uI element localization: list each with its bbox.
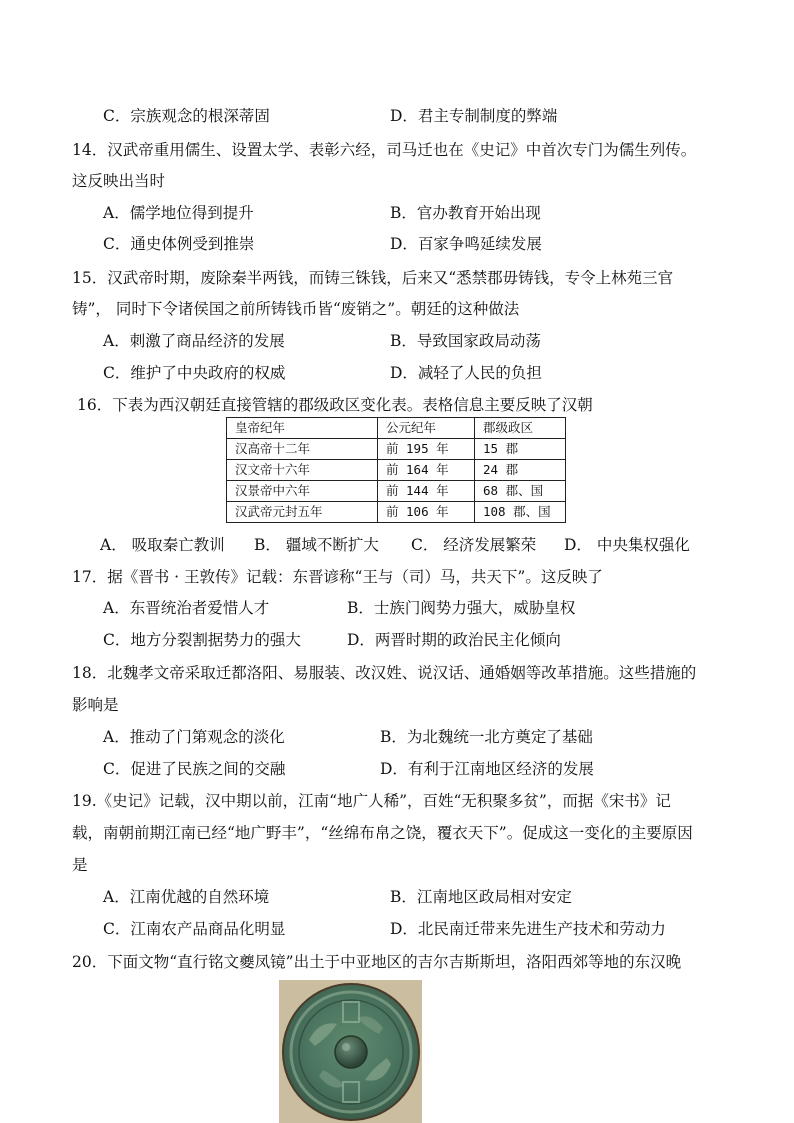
- q19-option-c: C．江南农产品商品化明显: [103, 920, 286, 938]
- q16-data-table: [226, 417, 566, 523]
- q19-option-b: B．江南地区政局相对安定: [390, 888, 572, 906]
- q13-option-d: D．君主专制制度的弊端: [390, 107, 558, 125]
- q17-option-c: C．地方分裂割据势力的强大: [103, 631, 301, 649]
- table-cell: 15 郡: [475, 439, 566, 460]
- table-cell: 汉武帝元封五年: [227, 502, 378, 523]
- q18-option-a: A．推动了门第观念的淡化: [103, 728, 285, 746]
- q17-stem-line1: 17．据《晋书 · 王敦传》记载：东晋谚称“王与（司）马，共天下”。这反映了: [72, 568, 603, 586]
- q17-option-d: D．两晋时期的政治民主化倾向: [347, 631, 561, 649]
- q18-option-d: D．有利于江南地区经济的发展: [380, 760, 594, 778]
- q18-option-b: B．为北魏统一北方奠定了基础: [380, 728, 593, 746]
- table-cell: 汉景帝中六年: [227, 481, 378, 502]
- q16-option-d: D． 中央集权强化: [564, 536, 690, 554]
- q18-stem-line1: 18．北魏孝文帝采取迁都洛阳、易服装、改汉姓、说汉话、通婚姻等改革措施。这些措施的: [72, 664, 697, 682]
- table-header-cell: 公元纪年: [378, 418, 475, 439]
- table-row: [227, 460, 566, 481]
- q15-option-d: D．减轻了人民的负担: [390, 364, 542, 382]
- q17-option-a: A．东晋统治者爱惜人才: [103, 599, 270, 617]
- table-row: [227, 502, 566, 523]
- q19-stem-line2: 载，南朝前期江南已经“地广野丰”，“丝绵布帛之饶，覆衣天下”。促成这一变化的主要原因: [72, 824, 693, 842]
- table-cell: 前 164 年: [378, 460, 475, 481]
- table-cell: 前 144 年: [378, 481, 475, 502]
- q15-stem-line1: 15．汉武帝时期，废除秦半两钱，而铸三铢钱，后来又“悉禁郡毋铸钱，专令上林苑三官: [72, 269, 674, 287]
- q19-stem-line3: 是: [72, 856, 88, 874]
- bronze-mirror-illustration: [279, 980, 422, 1123]
- q14-option-d: D．百家争鸣延续发展: [390, 235, 542, 253]
- q19-stem-line1: 19.《史记》记载，汉中期以前，江南“地广人稀”，百姓“无积聚多贫”，而据《宋书》记: [72, 792, 671, 810]
- q16-option-b: B． 疆域不断扩大: [254, 536, 379, 554]
- q14-stem-line1: 14．汉武帝重用儒生、设置太学、表彰六经，司马迁也在《史记》中首次专门为儒生列传。: [72, 141, 697, 159]
- q14-option-b: B．官办教育开始出现: [390, 204, 541, 222]
- table-header-cell: 郡级政区: [475, 418, 566, 439]
- q19-option-a: A．江南优越的自然环境: [103, 888, 270, 906]
- table-row: [227, 481, 566, 502]
- table-row: [227, 439, 566, 460]
- q14-option-c: C．通史体例受到推崇: [103, 235, 255, 253]
- table-cell: 前 106 年: [378, 502, 475, 523]
- table-cell: 汉高帝十二年: [227, 439, 378, 460]
- q18-option-c: C．促进了民族之间的交融: [103, 760, 286, 778]
- q19-option-d: D．北民南迁带来先进生产技术和劳动力: [390, 920, 666, 938]
- bronze-mirror-photo: [279, 980, 422, 1123]
- q15-stem-line2: 铸”， 同时下令诸侯国之前所铸钱币皆“废销之”。朝廷的这种做法: [72, 300, 520, 318]
- q15-option-c: C．维护了中央政府的权威: [103, 364, 286, 382]
- q16-option-a: A． 吸取秦亡教训: [100, 536, 225, 554]
- q15-option-a: A．刺激了商品经济的发展: [103, 332, 285, 350]
- table-header-row: [227, 418, 566, 439]
- q17-option-b: B．士族门阀势力强大，威胁皇权: [347, 599, 576, 617]
- table-cell: 68 郡、国: [475, 481, 566, 502]
- table-header-cell: 皇帝纪年: [227, 418, 378, 439]
- table-cell: 前 195 年: [378, 439, 475, 460]
- table-cell: 24 郡: [475, 460, 566, 481]
- q13-option-c: C．宗族观念的根深蒂固: [103, 107, 270, 125]
- q14-option-a: A．儒学地位得到提升: [103, 204, 254, 222]
- q20-stem-line1: 20．下面文物“直行铭文夔凤镜”出土于中亚地区的吉尔吉斯斯坦，洛阳西郊等地的东汉晚: [72, 953, 682, 971]
- q15-option-b: B．导致国家政局动荡: [390, 332, 541, 350]
- q16-stem-line1: 16．下表为西汉朝廷直接管辖的郡级政区变化表。表格信息主要反映了汉朝: [77, 396, 593, 414]
- q18-stem-line2: 影响是: [72, 696, 119, 714]
- q14-stem-line2: 这反映出当时: [72, 172, 166, 190]
- table-cell: 汉文帝十六年: [227, 460, 378, 481]
- table-cell: 108 郡、国: [475, 502, 566, 523]
- q16-option-c: C． 经济发展繁荣: [411, 536, 537, 554]
